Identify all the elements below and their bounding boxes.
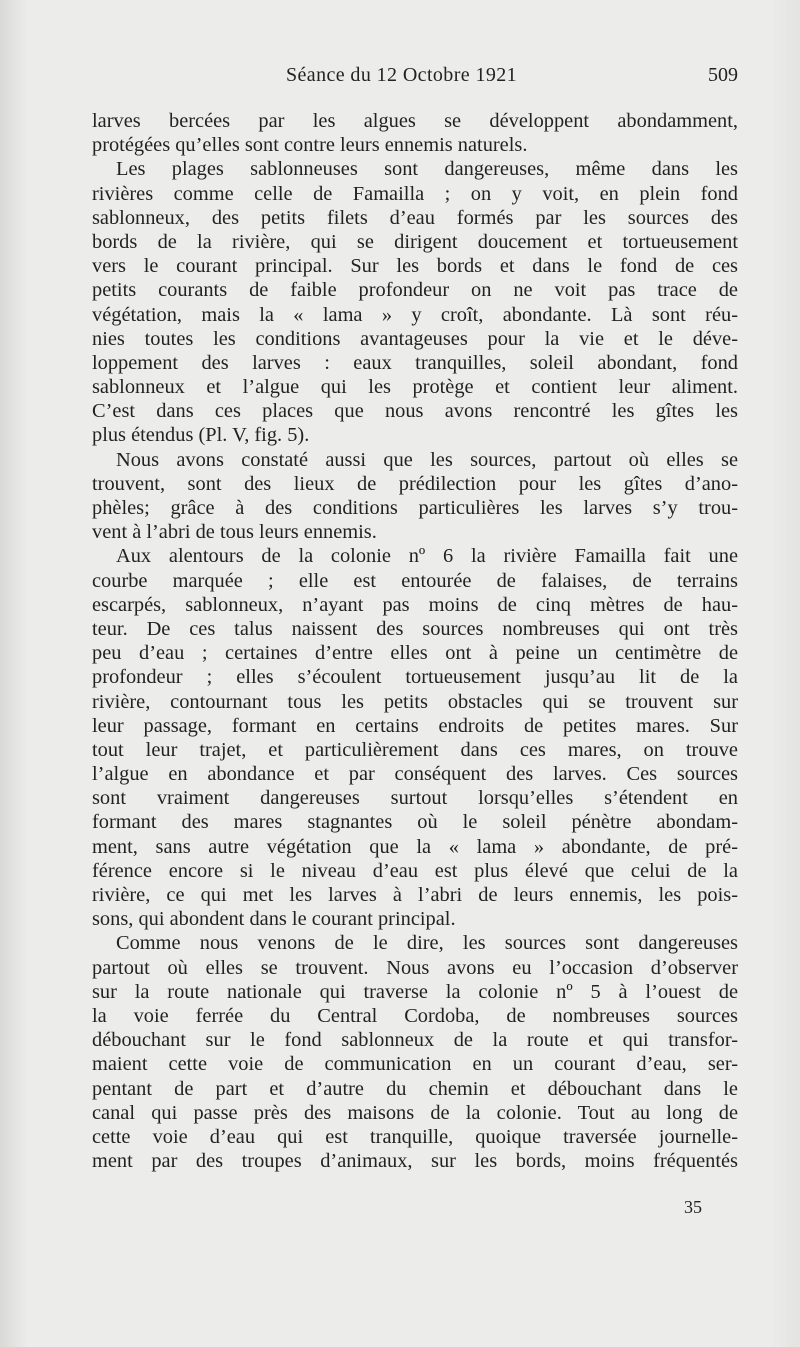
text-line: plus étendus (Pl. V, fig. 5). (92, 424, 310, 447)
text-line: sont vraiment dangereuses surtout lorsqu’elles s’étendent en (92, 787, 738, 810)
text-line: rivières comme celle de Famailla ; on y voit, en plein fond (92, 182, 738, 205)
text-line: petits courants de faible profondeur on ne voit pas trace de (92, 279, 738, 302)
page-header (92, 60, 738, 92)
text-line: la voie ferrée du Central Cordoba, de nombreuses sources (92, 1004, 738, 1027)
text-line: ment, sans autre végétation que la « lama » abondante, de pré- (92, 835, 738, 858)
text-line: vers le courant principal. Sur les bords et dans le fond de ces (92, 255, 738, 278)
text-line: pentant de part et d’autre du chemin et débouchant dans le (92, 1077, 738, 1100)
text-line: profondeur ; elles s’écoulent tortueusement jusqu’au lit de la (92, 666, 738, 689)
text-line: courbe marquée ; elle est entourée de falaises, de terrains (92, 569, 738, 592)
text-line: leur passage, formant en certains endroits de petites mares. Sur (92, 714, 738, 737)
text-line: vent à l’abri de tous leurs ennemis. (92, 521, 377, 544)
running-head: Séance du 12 Octobre 1921 (286, 64, 518, 86)
text-line: larves bercées par les algues se développent abondamment, (92, 110, 738, 132)
text-line: rivière, contournant tous les petits obstacles qui se trouvent sur (92, 690, 738, 713)
text-line: escarpés, sablonneux, n’ayant pas moins de cinq mètres de hau- (92, 593, 738, 616)
text-line: végétation, mais la « lama » y croît, abondante. Là sont réu- (92, 303, 738, 326)
text-line: rivière, ce qui met les larves à l’abri de leurs ennemis, les pois- (92, 884, 738, 906)
page-number: 509 (708, 64, 738, 86)
text-line: sur la route nationale qui traverse la colonie nº 5 à l’ouest de (92, 980, 738, 1003)
text-line: l’algue en abondance et par conséquent des larves. Ces sources (92, 763, 738, 786)
text-line: Nous avons constaté aussi que les sources, partout où elles se (116, 448, 738, 471)
body-text (92, 109, 738, 1173)
text-line: ment par des troupes d’animaux, sur les bords, moins fréquentés (92, 1150, 738, 1173)
text-line: canal qui passe près des maisons de la colonie. Tout au long de (92, 1101, 738, 1124)
text-line: formant des mares stagnantes où le soleil pénètre abondam- (92, 811, 738, 834)
text-line: sons, qui abondent dans le courant principal. (92, 908, 456, 931)
text-line: maient cette voie de communication en un courant d’eau, ser- (92, 1053, 738, 1076)
text-line: tout leur trajet, et particulièrement dans ces mares, on trouve (92, 738, 738, 761)
text-line: partout où elles se trouvent. Nous avons eu l’occasion d’observer (92, 956, 738, 979)
text-line: teur. De ces talus naissent des sources nombreuses qui ont très (92, 617, 738, 640)
text-line: trouvent, sont des lieux de prédilection pour les gîtes d’ano- (92, 472, 738, 495)
text-line: loppement des larves : eaux tranquilles, soleil abondant, fond (92, 351, 738, 374)
text-line: bords de la rivière, qui se dirigent doucement et tortueusement (92, 230, 738, 253)
text-line: sablonneux et l’algue qui les protège et contient leur aliment. (92, 376, 738, 399)
text-line: sablonneux, des petits filets d’eau formés par les sources des (92, 206, 738, 229)
text-line: débouchant sur le fond sablonneux de la route et qui transfor- (92, 1029, 738, 1052)
text-line: cette voie d’eau qui est tranquille, quoique traversée journelle- (92, 1125, 738, 1148)
text-line: Comme nous venons de le dire, les sources sont dangereuses (116, 932, 738, 955)
signature-mark: 35 (684, 1197, 702, 1217)
text-line: Les plages sablonneuses sont dangereuses, même dans les (116, 158, 738, 181)
text-line: peu d’eau ; certaines d’entre elles ont à peine un centimètre de (92, 642, 738, 665)
text-line: phèles; grâce à des conditions particulières les larves s’y trou- (92, 497, 738, 519)
text-line: C’est dans ces places que nous avons rencontré les gîtes les (92, 400, 738, 423)
text-line: protégées qu’elles sont contre leurs ennemis naturels. (92, 134, 528, 157)
text-line: nies toutes les conditions avantageuses pour la vie et le déve- (92, 327, 738, 350)
text-line: férence encore si le niveau d’eau est plus élevé que celui de la (92, 859, 738, 882)
text-line: Aux alentours de la colonie nº 6 la rivière Famailla fait une (116, 545, 738, 568)
